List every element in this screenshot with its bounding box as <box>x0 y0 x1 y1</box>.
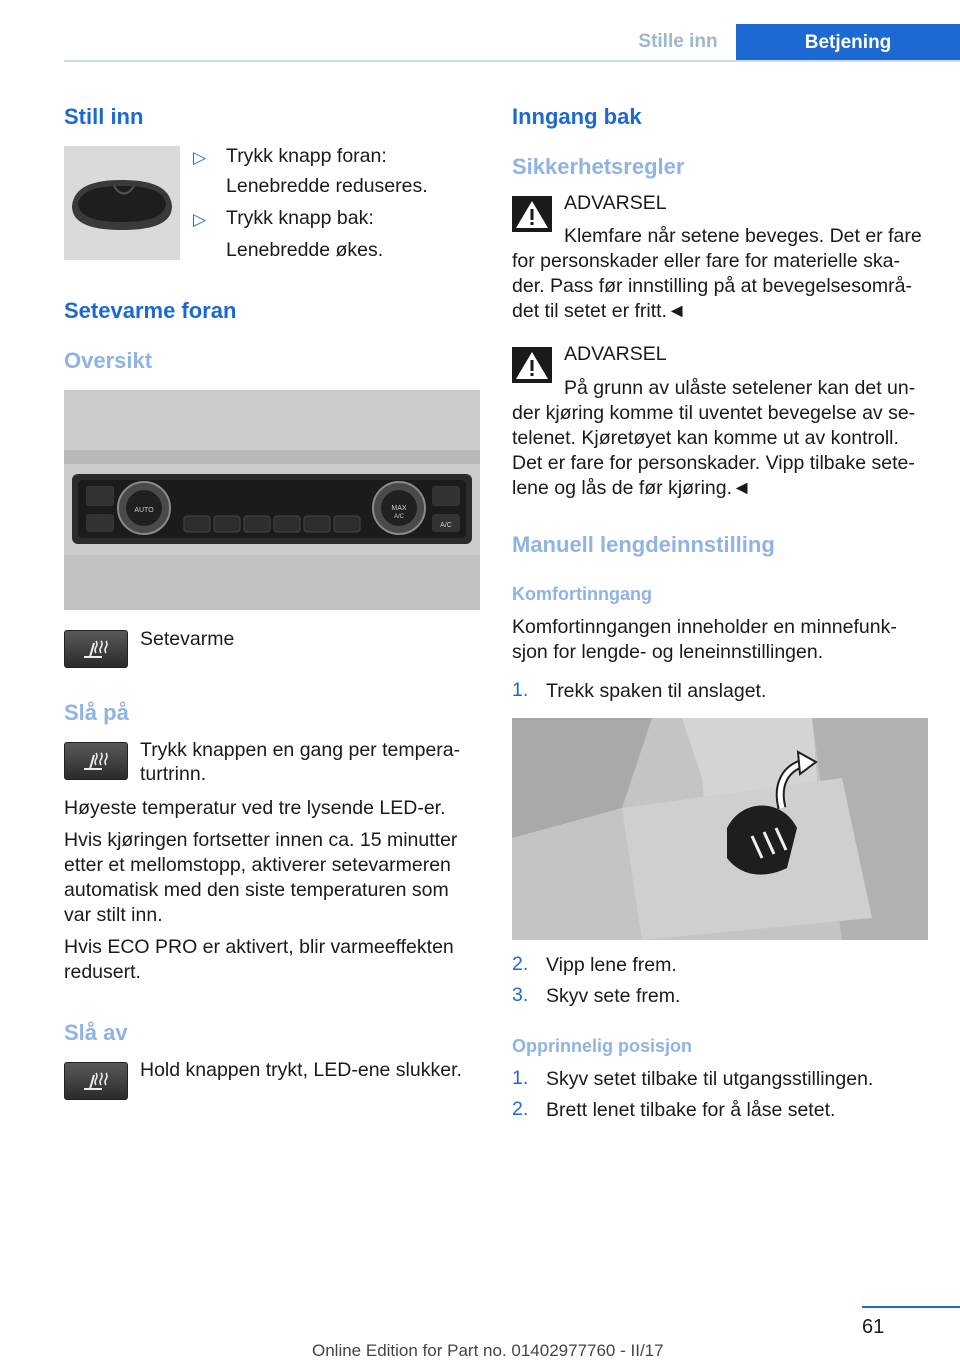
sla-pa-p3-line-2: redusert. <box>64 961 141 983</box>
seat-lever-photo <box>512 718 928 940</box>
warning-2-first-line: På grunn av ulåste setelener kan det un‐ <box>564 377 916 399</box>
still-inn-item-1-title: Trykk knapp foran: <box>226 145 387 167</box>
heading-inngang-bak: Inngang bak <box>512 104 642 129</box>
sla-pa-paragraph-1: Høyeste temperatur ved tre lysende LED-er. <box>64 797 446 819</box>
heading-setevarme-foran: Setevarme foran <box>64 298 237 323</box>
subheading-sikkerhetsregler: Sikkerhetsregler <box>512 154 685 179</box>
seat-heating-icon <box>64 1062 128 1100</box>
sla-pa-p2-line-4: var stilt inn. <box>64 904 163 926</box>
opprinnelig-step-2: Brett lenet tilbake for å låse setet. <box>546 1099 836 1121</box>
still-inn-item-2-title: Trykk knapp bak: <box>226 207 374 229</box>
seat-heating-icon <box>64 742 128 780</box>
seat-lever-illustration <box>512 718 928 940</box>
warning-1-line-3: der. Pass før innstilling på at bevegelsesområ‐ <box>512 275 912 297</box>
komfort-line-1: Komfortinngangen inneholder en minnefunk‐ <box>512 616 897 638</box>
subheading-oversikt: Oversikt <box>64 348 153 373</box>
footer-edition: Online Edition for Part no. 01402977760 - II/17 <box>312 1341 664 1360</box>
warning-2-line-2: der kjøring komme til uventet bevegelse av se‐ <box>512 402 916 424</box>
lumbar-button-illustration <box>64 146 180 260</box>
komfort-step-2: Vipp lene frem. <box>546 954 677 976</box>
seat-heating-label: Setevarme <box>140 628 235 650</box>
subheading-sla-pa: Slå på <box>64 700 129 725</box>
bullet-icon: ▷ <box>193 148 207 167</box>
step-number: 1. <box>512 679 529 701</box>
max-button-label: MAX <box>391 505 407 512</box>
subheading-manuell-lengdeinnstilling: Manuell lengdeinnstilling <box>512 532 775 557</box>
sla-pa-p3-line-1: Hvis ECO PRO er aktivert, blir varmeeffekten <box>64 936 454 958</box>
seat-heating-icon <box>64 630 128 668</box>
komfort-line-2: sjon for lengde- og leneinnstillingen. <box>512 641 824 663</box>
sla-pa-p2-line-1: Hvis kjøringen fortsetter innen ca. 15 minutter <box>64 829 458 851</box>
subheading-sla-av: Slå av <box>64 1020 128 1045</box>
warning-triangle-icon <box>512 347 552 383</box>
warning-2-line-4: Det er fare for personskader. Vipp tilbake sete‐ <box>512 452 915 474</box>
warning-1-label: ADVARSEL <box>564 192 667 214</box>
header-chapter-tab[interactable]: Betjening <box>736 24 960 62</box>
subheading-komfortinngang: Komfortinngang <box>512 584 652 604</box>
warning-1-line-4: det til setet er fritt.◄ <box>512 300 687 322</box>
sla-av-text: Hold knappen trykt, LED-ene slukker. <box>140 1059 462 1081</box>
sla-pa-p2-line-2: etter et mellomstopp, aktiverer setevarmeren <box>64 854 451 876</box>
sla-pa-text-1: Trykk knappen en gang per tempera‐ <box>140 739 461 761</box>
heading-still-inn: Still inn <box>64 104 144 129</box>
step-number: 3. <box>512 984 529 1006</box>
header-section: Stille inn <box>638 31 718 52</box>
step-number: 2. <box>512 953 529 975</box>
warning-2-line-3: telenet. Kjøretøyet kan komme ut av kontroll. <box>512 427 899 449</box>
warning-1-line-2: for personskader eller fare for materielle ska‐ <box>512 250 900 272</box>
warning-2-line-5: lene og lås de før kjøring.◄ <box>512 477 752 499</box>
page-number: 61 <box>862 1316 885 1338</box>
warning-triangle-icon <box>512 196 552 232</box>
still-inn-item-2-detail: Lenebredde økes. <box>226 239 384 261</box>
step-number: 1. <box>512 1067 529 1089</box>
sla-pa-text-2: turtrinn. <box>140 763 207 785</box>
max-ac-button-label: A/C <box>393 514 405 520</box>
step-number: 2. <box>512 1098 529 1120</box>
komfort-step-1: Trekk spaken til anslaget. <box>546 680 767 702</box>
ac-button-label: A/C <box>440 522 452 529</box>
seat-button-photo <box>64 146 180 260</box>
climate-control-panel-illustration <box>64 390 480 610</box>
header-rule <box>64 60 960 62</box>
climate-panel-photo <box>64 390 480 610</box>
opprinnelig-step-1: Skyv setet tilbake til utgangsstillingen. <box>546 1068 874 1090</box>
subheading-opprinnelig-posisjon: Opprinnelig posisjon <box>512 1036 692 1056</box>
still-inn-item-1-detail: Lenebredde reduseres. <box>226 175 428 197</box>
auto-button-label: AUTO <box>134 507 154 514</box>
bullet-icon: ▷ <box>193 210 207 229</box>
footer-rule <box>862 1306 960 1308</box>
warning-1-first-line: Klemfare når setene beveges. Det er fare <box>564 225 922 247</box>
komfort-step-3: Skyv sete frem. <box>546 985 681 1007</box>
warning-2-label: ADVARSEL <box>564 343 667 365</box>
sla-pa-p2-line-3: automatisk med den siste temperaturen som <box>64 879 449 901</box>
